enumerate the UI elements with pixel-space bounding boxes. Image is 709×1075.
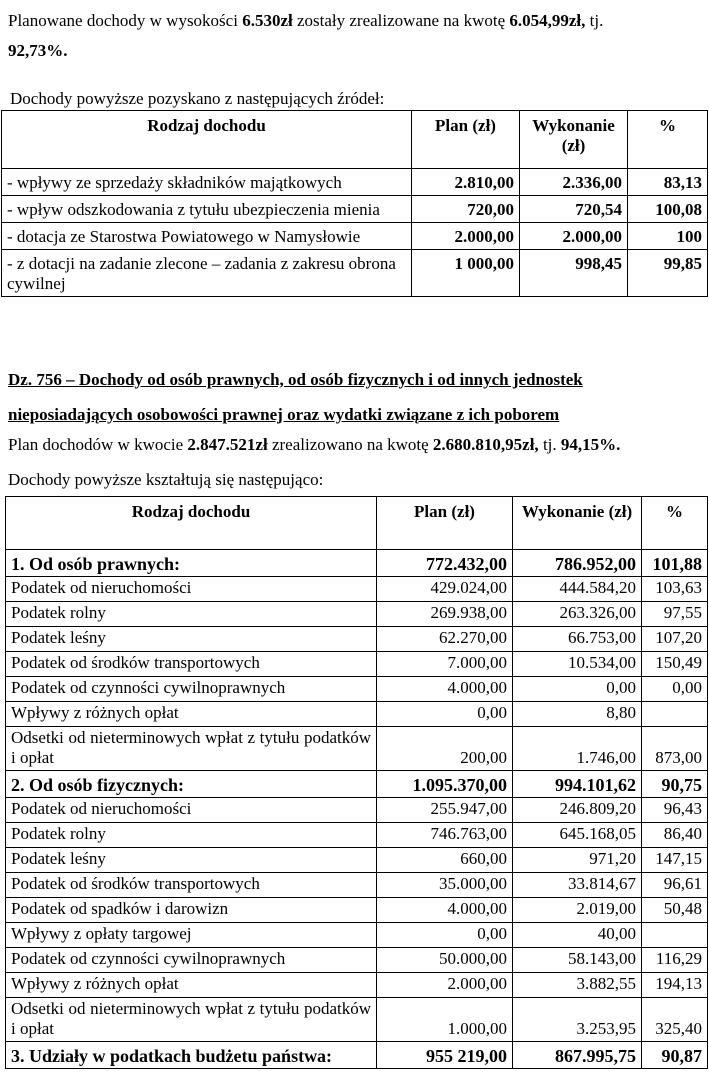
section-heading [8,366,708,428]
plan-cell: 0,00 [377,702,513,727]
row-label: Podatek leśny [6,848,377,873]
table-row [6,923,708,948]
table-row [6,898,708,923]
percent-cell: 107,20 [642,627,708,652]
plan-cell: 1.000,00 [377,998,513,1042]
table-row [6,798,708,823]
intro-text: Planowane dochody w wysokości [8,11,243,30]
row-label: Podatek rolny [6,602,377,627]
plan-cell: 746.763,00 [377,823,513,848]
percent-cell: 99,85 [628,250,708,297]
row-label: 3. Udziały w podatkach budżetu państwa: [6,1042,377,1069]
column-header: Wykonanie (zł) [520,111,628,169]
plan-cell: 35.000,00 [377,873,513,898]
plan-amount: 2.847.521zł [187,435,268,454]
execution-cell: 0,00 [513,677,642,702]
plan-cell: 2.810,00 [412,169,520,196]
plan-cell: 1.095.370,00 [377,771,513,798]
section-plan-paragraph [8,435,709,455]
intro-plan-amount: 6.530zł [242,11,293,30]
plan-cell: 269.938,00 [377,602,513,627]
table-row [2,169,708,196]
intro-text: tj. [585,11,604,30]
row-label: Podatek leśny [6,627,377,652]
percent-cell: 96,61 [642,873,708,898]
table-header-row [2,111,708,169]
percent-cell [642,702,708,727]
plan-text: zrealizowano na kwotę [267,435,433,454]
row-label: - wpływy ze sprzedaży składników majątkowych [2,169,412,196]
column-header: % [628,111,708,169]
table-header-row [6,497,708,550]
plan-cell: 62.270,00 [377,627,513,652]
execution-cell: 3.882,55 [513,973,642,998]
execution-cell: 1.746,00 [513,727,642,771]
percent-cell: 96,43 [642,798,708,823]
row-label: - wpływ odszkodowania z tytułu ubezpieczenia mienia [2,196,412,223]
column-header: Wykonanie (zł) [513,497,642,550]
execution-cell: 2.000,00 [520,223,628,250]
execution-cell: 33.814,67 [513,873,642,898]
row-label: Wpływy z różnych opłat [6,973,377,998]
percent-cell: 83,13 [628,169,708,196]
execution-cell: 66.753,00 [513,627,642,652]
table-row [6,550,708,577]
plan-text: tj. [538,435,561,454]
execution-cell: 58.143,00 [513,948,642,973]
row-label: Podatek od czynności cywilnoprawnych [6,948,377,973]
table-row [6,973,708,998]
percent-cell: 90,87 [642,1042,708,1069]
execution-cell: 867.995,75 [513,1042,642,1069]
plan-cell: 255.947,00 [377,798,513,823]
percent-cell: 194,13 [642,973,708,998]
plan-cell: 50.000,00 [377,948,513,973]
percent-cell: 50,48 [642,898,708,923]
tax-income-table [5,496,708,1069]
table-row [2,223,708,250]
percent-cell [642,923,708,948]
column-header: % [642,497,708,550]
plan-cell: 2.000,00 [377,973,513,998]
table-row [6,577,708,602]
table-row [6,702,708,727]
execution-cell: 971,20 [513,848,642,873]
plan-cell: 955 219,00 [377,1042,513,1069]
section-heading-line: Dz. 756 – Dochody od osób prawnych, od osób fizycznych i od innych jednostek [8,370,583,389]
table-row [6,873,708,898]
plan-cell: 2.000,00 [412,223,520,250]
percent-cell: 873,00 [642,727,708,771]
percent-cell: 116,29 [642,948,708,973]
row-label: Odsetki od nieterminowych wpłat z tytułu podatków i opłat [6,998,377,1042]
percent-cell: 101,88 [642,550,708,577]
plan-cell: 4.000,00 [377,898,513,923]
table-row [6,771,708,798]
execution-cell: 786.952,00 [513,550,642,577]
execution-cell: 3.253,95 [513,998,642,1042]
percent-cell: 90,75 [642,771,708,798]
intro-paragraph [8,6,708,66]
plan-cell: 1 000,00 [412,250,520,297]
table-row [2,250,708,297]
execution-cell: 8,80 [513,702,642,727]
table-row [6,823,708,848]
execution-cell: 10.534,00 [513,652,642,677]
row-label: Podatek od czynności cywilnoprawnych [6,677,377,702]
plan-cell: 720,00 [412,196,520,223]
percent-cell: 150,49 [642,652,708,677]
plan-cell: 4.000,00 [377,677,513,702]
row-label: 1. Od osób prawnych: [6,550,377,577]
column-header: Plan (zł) [377,497,513,550]
plan-cell: 0,00 [377,923,513,948]
execution-cell: 2.336,00 [520,169,628,196]
column-header: Plan (zł) [412,111,520,169]
row-label: Wpływy z różnych opłat [6,702,377,727]
table-row [6,848,708,873]
row-label: Podatek od spadków i darowizn [6,898,377,923]
percent-cell: 103,63 [642,577,708,602]
column-header: Rodzaj dochodu [2,111,412,169]
execution-cell: 645.168,05 [513,823,642,848]
table-row [6,727,708,771]
row-label: Podatek od nieruchomości [6,798,377,823]
sources-caption: Dochody powyższe pozyskano z następujących źródeł: [10,89,385,108]
section-heading-line: nieposiadających osobowości prawnej oraz wydatki związane z ich poborem [8,405,560,424]
row-label: 2. Od osób fizycznych: [6,771,377,798]
intro-percent: 92,73%. [8,41,68,60]
plan-text: Plan dochodów w kwocie [8,435,188,454]
execution-cell: 444.584,20 [513,577,642,602]
exec-percent: 94,15%. [560,435,621,454]
percent-cell: 325,40 [642,998,708,1042]
percent-cell: 100 [628,223,708,250]
execution-cell: 40,00 [513,923,642,948]
percent-cell: 0,00 [642,677,708,702]
percent-cell: 100,08 [628,196,708,223]
percent-cell: 147,15 [642,848,708,873]
table-row [6,677,708,702]
row-label: - z dotacji na zadanie zlecone – zadania z zakresu obrona cywilnej [2,250,412,297]
plan-cell: 429.024,00 [377,577,513,602]
row-label: Podatek rolny [6,823,377,848]
execution-cell: 246.809,20 [513,798,642,823]
row-label: Podatek od środków transportowych [6,652,377,677]
intro-text: zostały zrealizowane na kwotę [292,11,510,30]
execution-cell: 2.019,00 [513,898,642,923]
table-row [2,196,708,223]
table-row [6,602,708,627]
plan-cell: 772.432,00 [377,550,513,577]
intro-exec-amount: 6.054,99zł, [509,11,586,30]
percent-cell: 97,55 [642,602,708,627]
row-label: Podatek od nieruchomości [6,577,377,602]
row-label: Wpływy z opłaty targowej [6,923,377,948]
row-label: Odsetki od nieterminowych wpłat z tytułu podatków i opłat [6,727,377,771]
table-row [6,627,708,652]
income-sources-table [1,110,708,297]
execution-cell: 998,45 [520,250,628,297]
plan-cell: 660,00 [377,848,513,873]
execution-cell: 263.326,00 [513,602,642,627]
table-row [6,652,708,677]
plan-cell: 200,00 [377,727,513,771]
row-label: Podatek od środków transportowych [6,873,377,898]
table-row [6,1042,708,1069]
percent-cell: 86,40 [642,823,708,848]
execution-cell: 994.101,62 [513,771,642,798]
plan-cell: 7.000,00 [377,652,513,677]
row-label: - dotacja ze Starostwa Powiatowego w Namysłowie [2,223,412,250]
table-row [6,998,708,1042]
table-row [6,948,708,973]
execution-cell: 720,54 [520,196,628,223]
exec-amount: 2.680.810,95zł, [432,435,539,454]
section-caption: Dochody powyższe kształtują się następująco: [8,470,324,489]
column-header: Rodzaj dochodu [6,497,377,550]
